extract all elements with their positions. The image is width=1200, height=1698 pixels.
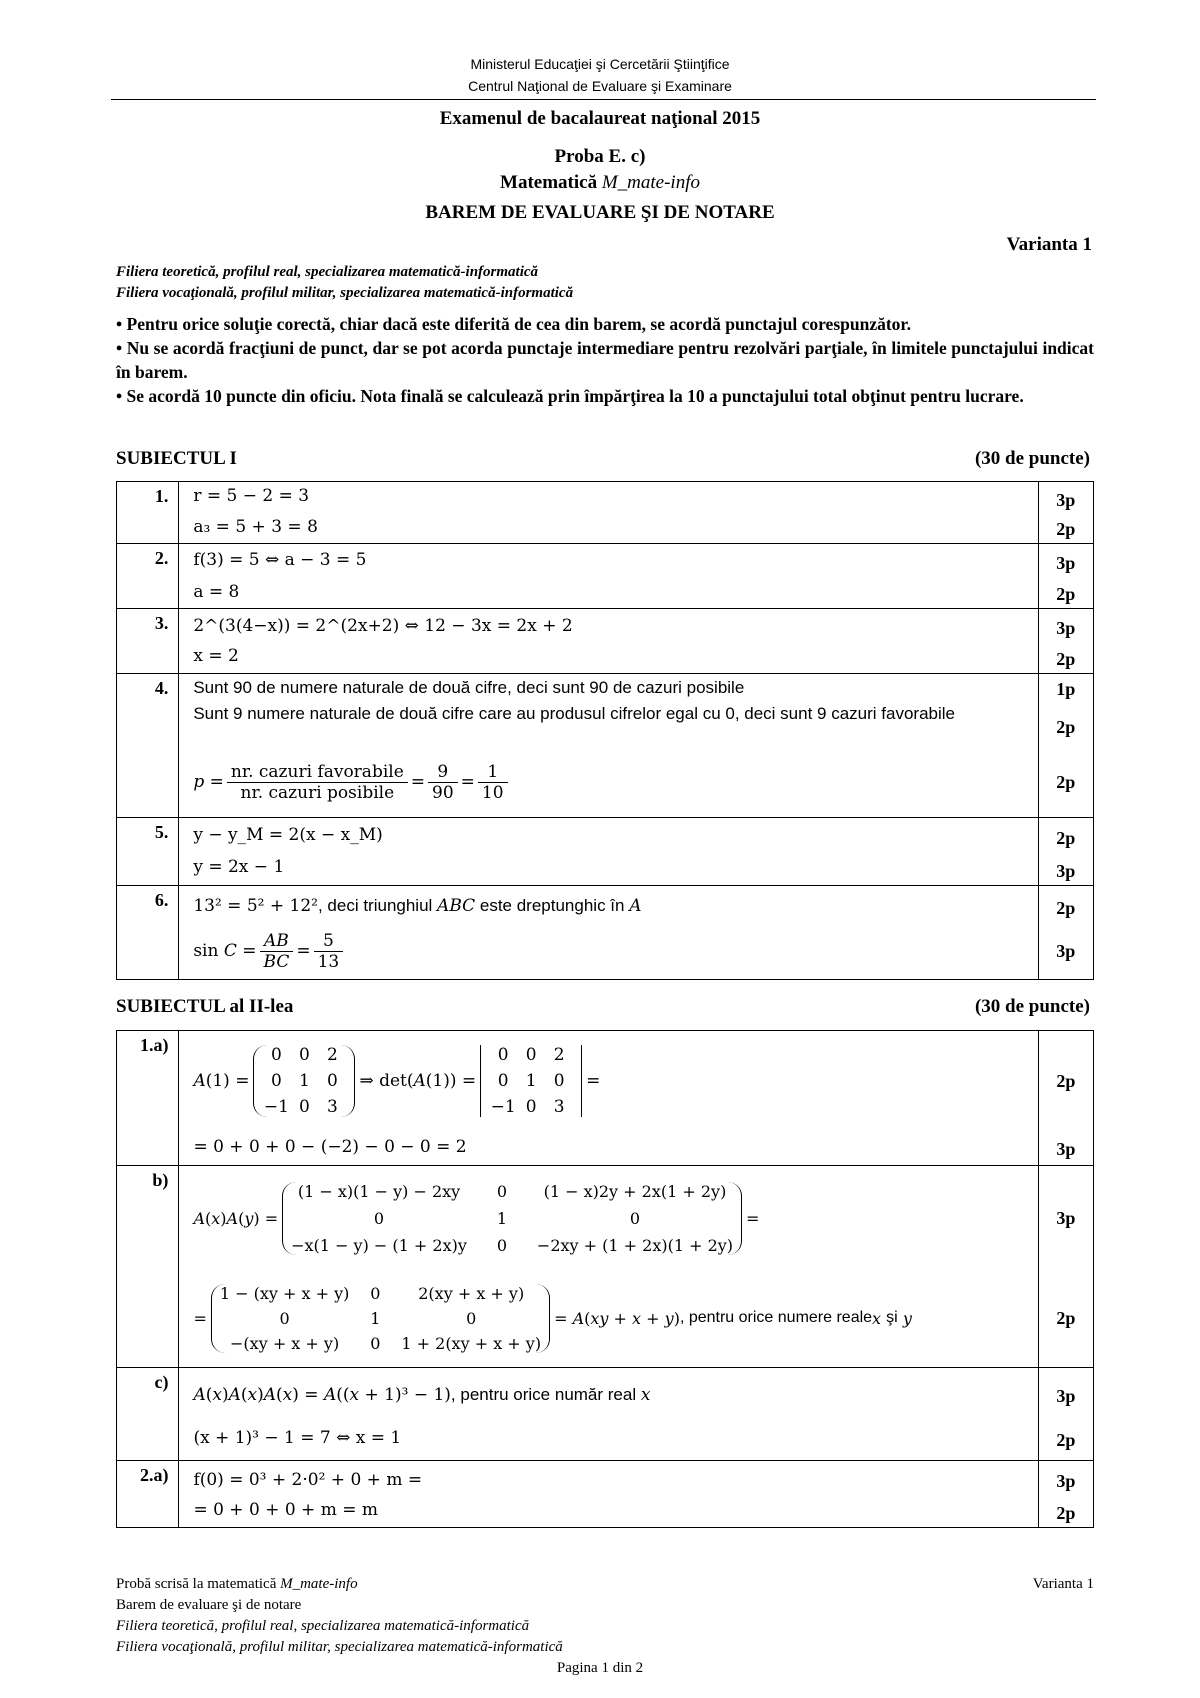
table-row [117, 1461, 1094, 1528]
matrix-cell: 0 [279, 1308, 290, 1328]
s1-6-line2: sin C = $\frac{AB}{BC}$ = $\frac{5}{13}$ [193, 926, 1037, 976]
filiera-2: Filiera vocaţională, profilul militar, specializarea matematică-informatică [116, 285, 574, 301]
s1-5-line2: y = 2x − 1 [193, 857, 285, 877]
matrix-cell: 1 − (xy + x + y) [219, 1283, 350, 1303]
points-value: 3p [1056, 1386, 1076, 1406]
points-value: 2p [1056, 1430, 1076, 1450]
s1-3-line2: x = 2 [193, 646, 239, 666]
rules-block [116, 312, 1094, 408]
matrix-cell: 0 [497, 1045, 509, 1065]
matrix-cell: −(xy + x + y) [230, 1333, 340, 1353]
table-row [117, 1166, 1094, 1368]
footer-variant: Varianta 1 [1032, 1576, 1094, 1592]
subiect1-title: SUBIECTUL I [116, 448, 237, 469]
subiect2-heading [116, 996, 1094, 1018]
subiect1-points: (30 de puncte) [974, 448, 1090, 469]
item-body [179, 1368, 1038, 1461]
points-value: 1p [1056, 679, 1076, 699]
denominator: nr. cazuri posibile [240, 782, 395, 803]
numerator: 1 [478, 762, 508, 783]
denominator: 10 [481, 782, 504, 803]
s1-4-line2: Sunt 9 numere naturale de două cifre care au produsul cifrelor egal cu 0, deci sunt 9 cazuri favorabile [193, 704, 955, 723]
barem-title: BAREM DE EVALUARE ŞI DE NOTARE [425, 202, 775, 223]
matrix-cell: 2 [553, 1045, 565, 1065]
item-number: b) [117, 1166, 179, 1368]
footer-line2: Barem de evaluare şi de notare [116, 1597, 302, 1613]
item-points [1038, 544, 1093, 609]
pythag-eq: 13² = 5² + 12² [193, 896, 318, 916]
matrix-cell: (1 − x)(1 − y) − 2xy [297, 1181, 461, 1201]
text-run: şi [886, 1309, 898, 1326]
table-row [117, 818, 1094, 886]
matrix-cell: −x(1 − y) − (1 + 2x)y [291, 1235, 467, 1255]
item-points [1038, 609, 1093, 674]
numerator: 5 [314, 931, 344, 952]
points-value: 2p [1056, 1071, 1076, 1091]
table-row [117, 1368, 1094, 1461]
points-value: 2p [1056, 519, 1076, 539]
item-points [1038, 1368, 1093, 1461]
item-number: 2.a) [117, 1461, 179, 1528]
matrix-cell: 0 [525, 1097, 537, 1117]
points-value: 2p [1056, 772, 1076, 792]
s1-5-line1: y − y_M = 2(x − x_M) [193, 825, 383, 845]
points-value: 2p [1056, 1503, 1076, 1523]
item-number: 1. [117, 482, 179, 544]
fraction [428, 762, 458, 803]
matrix-cell: 1 [370, 1308, 381, 1328]
footer-line1-italic: M_mate-info [280, 1576, 358, 1592]
points-value: 3p [1056, 618, 1076, 638]
item-body [179, 482, 1038, 544]
s2-1c-line1: A(x)A(x)A(x) = A((x + 1)³ − 1), pentru orice număr real x [193, 1385, 651, 1405]
subject-italic: M_mate-info [601, 172, 700, 193]
item-body [179, 674, 1038, 818]
matrix-result [211, 1284, 550, 1353]
matrix-cell: 0 [299, 1045, 310, 1065]
matrix-cell: −1 [263, 1097, 289, 1117]
item-points [1038, 1031, 1093, 1166]
points-value: 2p [1056, 649, 1076, 669]
item-points [1038, 818, 1093, 886]
denominator: BC [263, 951, 290, 972]
rule-2: • Nu se acordă fracţiuni de punct, dar se pot acorda punctaje intermediare pentru rezolvări parţiale, în limitele punctajului indicat în barem. [116, 338, 1094, 382]
matrix-cell: 0 [327, 1071, 338, 1091]
s1-4-line1: Sunt 90 de numere naturale de două cifre, deci sunt 90 de cazuri posibile [193, 678, 745, 697]
item-number: 5. [117, 818, 179, 886]
subiect2-title: SUBIECTUL al II-lea [116, 996, 294, 1017]
item-body [179, 1461, 1038, 1528]
s2-2a-line2: = 0 + 0 + 0 + m = m [193, 1500, 378, 1520]
rule-3: • Se acordă 10 puncte din oficiu. Nota finală se calculează prin împărţirea la 10 a punctajului total obţinut pentru lucrare. [116, 386, 1024, 406]
item-body [179, 818, 1038, 886]
matrix-A1 [253, 1045, 355, 1117]
s1-6-line1: 13² = 5² + 12², deci triunghiul ABC este dreptunghic în A [193, 896, 642, 916]
matrix-cell: −2xy + (1 + 2x)(1 + 2y) [536, 1235, 734, 1255]
matrix-cell: 0 [373, 1208, 385, 1228]
table-row [117, 886, 1094, 980]
s2-1b-line2: = 1 − (xy + x + y) 0 2(xy + x + y) 0 1 0 −(xy + x + y) 0 1 + 2(xy + x + y) = A ( xy + x + y ) , pentru orice numere reale x şi y [193, 1283, 912, 1353]
item-points [1038, 482, 1093, 544]
footer-line4: Filiera vocaţională, profilul militar, specializarea matematică-informatică [116, 1639, 563, 1655]
points-value: 2p [1056, 717, 1076, 737]
subiect1-table [116, 481, 1094, 980]
fraction [478, 762, 508, 803]
points-value: 3p [1056, 1208, 1076, 1228]
numerator: AB [260, 931, 294, 952]
s2-1c-line2: (x + 1)³ − 1 = 7 ⇔ x = 1 [193, 1428, 402, 1448]
matrix-cell: 0 [496, 1235, 507, 1255]
s1-1-line2: a₃ = 5 + 3 = 8 [193, 517, 318, 537]
matrix-cell: 0 [370, 1283, 381, 1303]
points-value: 3p [1056, 941, 1076, 961]
table-row [117, 482, 1094, 544]
fraction [260, 931, 294, 972]
item-body [179, 1031, 1038, 1166]
denominator: 13 [317, 951, 340, 972]
matrix-cell: −1 [490, 1097, 516, 1117]
text-run: , deci triunghiul [317, 896, 438, 915]
points-value: 2p [1056, 898, 1076, 918]
s2-1b-line1: A ( x ) A ( y ) = (1 − x)(1 − y) − 2xy 0 (1 − x)2y + 2x(1 + 2y) 0 1 0 −x(1 − y) − (1 + 2x)y 0 −2xy + (1 + 2x)(1 + 2y) = [193, 1181, 760, 1255]
item-number: 6. [117, 886, 179, 980]
filiera-1: Filiera teoretică, profilul real, specializarea matematică-informatică [116, 264, 539, 280]
item-body [179, 609, 1038, 674]
fraction [227, 762, 408, 803]
subiect2-table [116, 1030, 1094, 1528]
matrix-cell: 0 [496, 1181, 507, 1201]
item-points [1038, 1461, 1093, 1528]
matrix-cell: (1 − x)2y + 2x(1 + 2y) [543, 1181, 727, 1201]
footer-line3: Filiera teoretică, profilul real, specializarea matematică-informatică [116, 1618, 530, 1634]
table-row [117, 674, 1094, 818]
points-value: 2p [1056, 584, 1076, 604]
subiect1-heading [116, 448, 1094, 470]
matrix-cell: 2(xy + x + y) [418, 1283, 525, 1303]
points-value: 3p [1056, 1139, 1076, 1159]
s1-4-formula: p = $\frac{\text{nr. cazuri favorabile}}{\text{nr. cazuri posibile}}$ = $\frac{9}{90}$ = $\frac{1}{10}$ [193, 753, 1037, 811]
matrix-cell: 0 [629, 1208, 641, 1228]
item-body [179, 1166, 1038, 1368]
fraction [314, 931, 344, 972]
s2-2a-line1: f(0) = 0³ + 2·0² + 0 + m = [193, 1470, 423, 1490]
points-value: 3p [1056, 490, 1076, 510]
item-points [1038, 886, 1093, 980]
s2-1a-line2: = 0 + 0 + 0 − (−2) − 0 − 0 = 2 [193, 1137, 467, 1157]
matrix-cell: 3 [327, 1097, 338, 1117]
subject-prefix: Matematică [500, 172, 602, 193]
center-header: Centrul Naţional de Evaluare şi Examinare [468, 78, 732, 94]
subject-title [0, 172, 1200, 194]
s1-3-line1: 2^(3(4−x)) = 2^(2x+2) ⇔ 12 − 3x = 2x + 2 [193, 616, 573, 636]
matrix-cell: 0 [271, 1071, 282, 1091]
matrix-cell: 0 [271, 1045, 282, 1065]
table-row [117, 609, 1094, 674]
header-rule [111, 99, 1096, 100]
matrix-cell: 0 [497, 1071, 509, 1091]
determinant-A1 [480, 1045, 582, 1117]
matrix-cell: 3 [553, 1097, 565, 1117]
denominator: 90 [432, 782, 454, 803]
matrix-cell: 1 + 2(xy + x + y) [401, 1333, 542, 1353]
points-value: 3p [1056, 553, 1076, 573]
matrix-cell: 0 [370, 1333, 381, 1353]
variant-label: Varianta 1 [1006, 234, 1092, 255]
subiect2-points: (30 de puncte) [974, 996, 1090, 1017]
footer-line1-prefix: Probă scrisă la matematică [116, 1576, 281, 1592]
s1-2-line1: f(3) = 5 ⇔ a − 3 = 5 [193, 550, 367, 570]
matrix-product [282, 1182, 742, 1255]
matrix-cell: 0 [525, 1045, 537, 1065]
item-number: c) [117, 1368, 179, 1461]
text-run: , pentru orice numere reale [679, 1309, 873, 1326]
numerator: nr. cazuri favorabile [227, 762, 408, 783]
s1-1-line1: r = 5 − 2 = 3 [193, 486, 310, 506]
item-body [179, 544, 1038, 609]
rule-1: • Pentru orice soluţie corectă, chiar dacă este diferită de cea din barem, se acordă punctajul corespunzător. [116, 314, 911, 334]
item-number: 3. [117, 609, 179, 674]
item-number: 4. [117, 674, 179, 818]
page-number: Pagina 1 din 2 [556, 1660, 644, 1676]
item-number: 1.a) [117, 1031, 179, 1166]
footer-line1 [116, 1576, 358, 1593]
exam-title: Examenul de bacalaureat naţional 2015 [439, 108, 761, 129]
matrix-cell: 0 [553, 1071, 565, 1091]
proba-title: Proba E. c) [554, 146, 646, 167]
matrix-cell: 0 [299, 1097, 310, 1117]
matrix-cell: 1 [299, 1071, 310, 1091]
points-value: 3p [1056, 861, 1076, 881]
text-run: este dreptunghic în [475, 896, 630, 915]
points-value: 3p [1056, 1471, 1076, 1491]
s2-1a-line1: A (1) = 0 0 2 0 1 0 −1 0 3 ⇒ det( A (1)) = 0 0 2 0 1 0 −1 0 3 = [193, 1045, 601, 1117]
s1-2-line2: a = 8 [193, 582, 240, 602]
points-value: 2p [1056, 1308, 1076, 1328]
ministry-header: Ministerul Educaţiei şi Cercetării Ştiinţifice [470, 56, 730, 72]
item-points [1038, 674, 1093, 818]
numerator: 9 [428, 762, 458, 783]
text-run: , pentru orice număr real [450, 1385, 641, 1404]
item-body [179, 886, 1038, 980]
matrix-cell: 1 [525, 1071, 537, 1091]
item-points [1038, 1166, 1093, 1368]
item-number: 2. [117, 544, 179, 609]
matrix-cell: 1 [496, 1208, 507, 1228]
points-value: 2p [1056, 828, 1076, 848]
table-row [117, 1031, 1094, 1166]
matrix-cell: 2 [327, 1045, 338, 1065]
matrix-cell: 0 [466, 1308, 477, 1328]
table-row [117, 544, 1094, 609]
